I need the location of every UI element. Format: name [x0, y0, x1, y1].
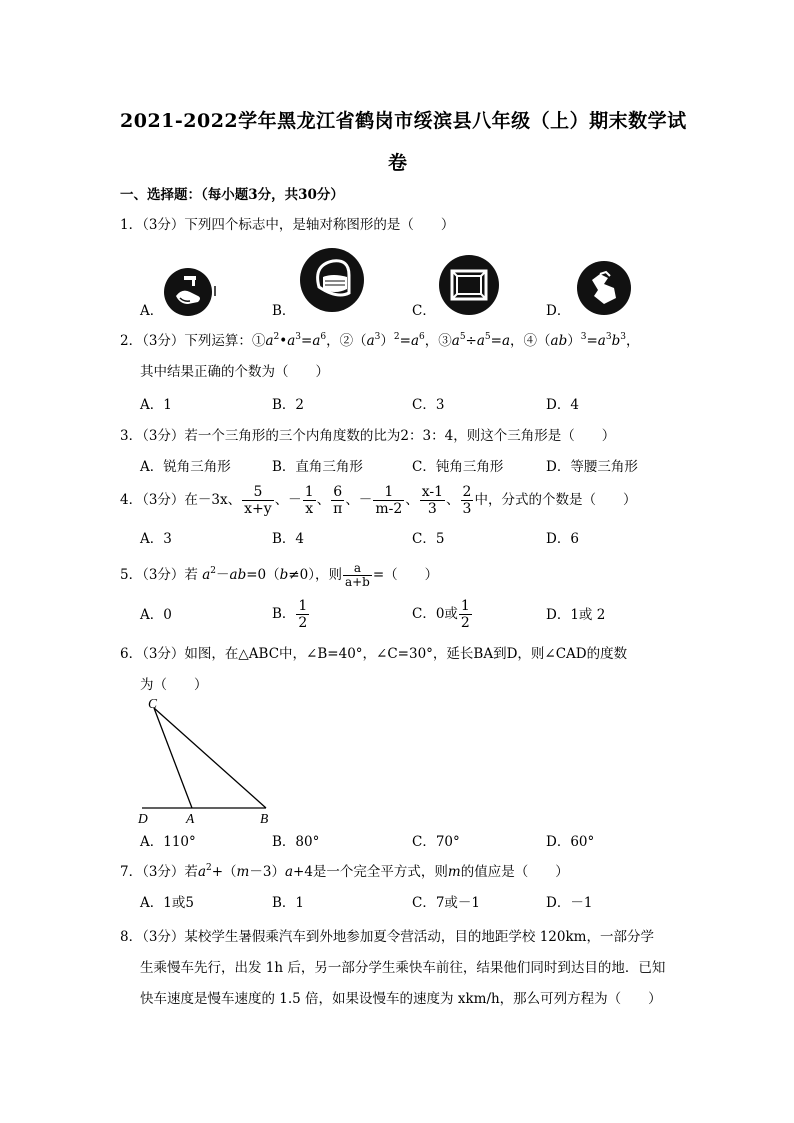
label-c: C: [148, 696, 158, 711]
q6-option-c: C．70°: [412, 834, 460, 850]
page-title-line1: 2021-2022学年黑龙江省鹤岗市绥滨县八年级（上）期末数学试: [120, 110, 687, 132]
q4-option-d: D．6: [546, 531, 579, 547]
q2-option-b: B．2: [272, 397, 305, 413]
q7-stem: 7．（3分）若$a^2+(m-3)a+4$是一个完全平方式，则m的值应是（ ）: [120, 863, 569, 880]
q5-option-c: C．0或 $\frac{1}{2}$: [412, 598, 470, 631]
handwash-icon: [162, 264, 218, 320]
q4-option-b: B．4: [272, 531, 305, 547]
page-title-line2: 卷: [388, 152, 408, 174]
q4-frac4: $\frac{1}{m-2}$: [375, 484, 403, 517]
q1-option-d: D．: [546, 303, 571, 319]
q3-option-a: A．锐角三角形: [140, 459, 231, 475]
q1-stem: 1．（3分）下列四个标志中，是轴对称图形的是（ ）: [120, 217, 455, 233]
q5-option-b: B． $\frac{1}{2}$: [272, 598, 308, 631]
q2-stem: [120, 332, 639, 350]
window-frame-icon: [438, 254, 500, 316]
section-heading: 一、选择题：（每小题3分，共30分）: [120, 187, 344, 203]
q2-option-c: C．3: [412, 397, 445, 413]
q8-line1: 8．（3分）某校学生暑假乘汽车到外地参加夏令营活动，目的地距学校 120km，一部分学: [120, 929, 654, 945]
q7-option-a: A．1或5: [140, 895, 194, 911]
q6-option-b: B．80°: [272, 834, 320, 850]
q3-option-c: C．钝角三角形: [412, 459, 504, 475]
triangle-figure: [130, 694, 290, 828]
q4-frac5: $\frac{x-1}{3}$: [421, 484, 444, 517]
q1-option-a: A．: [140, 303, 164, 319]
q4-option-a: A．3: [140, 531, 172, 547]
q4-suffix: 中，分式的个数是（ ）: [474, 492, 637, 508]
q4-frac6: $\frac{2}{3}$: [462, 484, 472, 517]
q5-stem: 5．（3分）若 $a^2-ab=0(b\ne 0)$，则 $\frac{a}{a+b}$ =（ ）: [120, 561, 439, 589]
q4-frac2: $\frac{1}{x}$: [304, 484, 314, 517]
q6-option-d: D．60°: [546, 834, 595, 850]
q7-option-d: D．－1: [546, 895, 593, 911]
q8-line2: 生乘慢车先行，出发 1h 后，另一部分学生乘快车前往，结果他们同时到达目的地．已知: [140, 960, 666, 976]
q4-option-c: C．5: [412, 531, 445, 547]
label-b: B: [260, 811, 269, 826]
q7-option-b: B．1: [272, 895, 305, 911]
label-d: D: [138, 811, 148, 826]
q2-prefix: 2．（3分）下列运算：: [120, 333, 252, 349]
q5-frac: $\frac{a}{a+b}$: [344, 561, 370, 589]
q4-stem: 4．（3分）在－3x、 $\frac{5}{x+y}$ 、－ $\frac{1}{x}$ 、 $\frac{6}{\pi}$ 、－ $\frac{1}{m-2}$ 、 $\frac{x-1}{3}$ 、 $\frac{2}{3}$ 中，分式的个数是（ ）: [120, 484, 637, 517]
q2-option-a: A．1: [140, 397, 172, 413]
q4-prefix: 4．（3分）在－3x、: [120, 492, 242, 508]
q6-option-a: A．110°: [140, 834, 196, 850]
q1-option-b: B．: [272, 303, 296, 319]
q8-line3: 快车速度是慢车速度的 1.5 倍，如果设慢车的速度为 xkm/h，那么可列方程为（ ）: [140, 991, 662, 1007]
q5-option-a: A．0: [140, 607, 172, 623]
q3-option-d: D．等腰三角形: [546, 459, 638, 475]
q3-option-b: B．直角三角形: [272, 459, 363, 475]
q1-option-c: C．: [412, 303, 436, 319]
q2-formula: $①a^2•a^3=a^6$，$②(a^3)^2=a^6$，$③a^5\div a^5=a$，$④(ab)^3=a^3b^3$，: [251, 332, 640, 349]
q6-line2: 为（ ）: [140, 677, 208, 693]
hand-figure-icon: [576, 260, 632, 316]
q6-line1: 6．（3分）如图，在△ABC中，∠B=40°，∠C=30°，延长BA到D，则∠CAD的度数: [120, 646, 628, 662]
q2-line2: 其中结果正确的个数为（ ）: [140, 364, 329, 380]
q4-frac1: $\frac{5}{x+y}$: [244, 484, 272, 517]
q5-option-d: D．1或 2: [546, 607, 606, 623]
face-mask-icon: [299, 247, 365, 313]
q2-option-d: D．4: [546, 397, 579, 413]
q7-option-c: C．7或－1: [412, 895, 481, 911]
label-a: A: [186, 811, 195, 826]
q3-stem: 3．（3分）若一个三角形的三个内角度数的比为2：3：4，则这个三角形是（ ）: [120, 428, 616, 444]
q5-prefix: 5．（3分）若: [120, 567, 198, 583]
q4-frac3: $\frac{6}{\pi}$: [333, 484, 343, 517]
